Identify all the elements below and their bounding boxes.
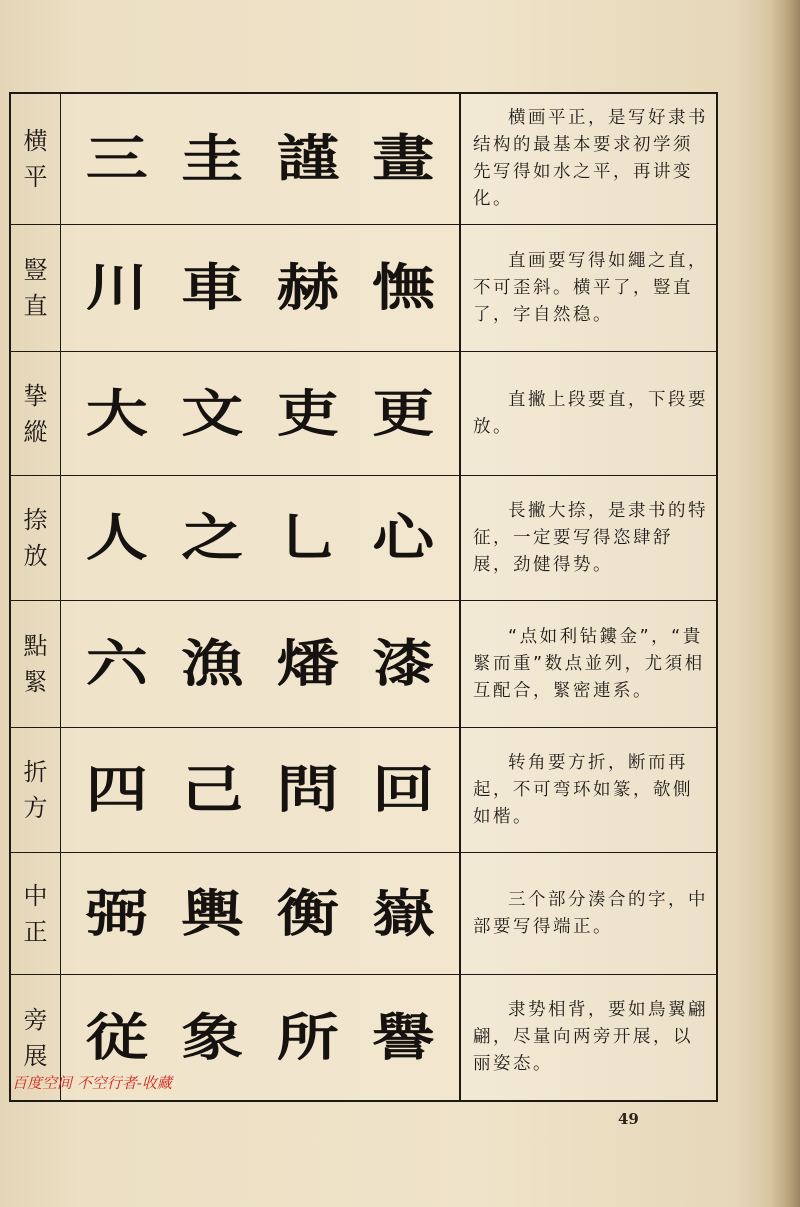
table-row <box>11 94 716 225</box>
example-char: 譽 <box>372 1007 435 1068</box>
example-char: 所 <box>276 1007 339 1068</box>
example-char: 文 <box>181 383 244 444</box>
table-row <box>11 601 716 728</box>
example-char: 六 <box>85 633 148 694</box>
example-char: 人 <box>85 507 148 568</box>
example-characters <box>61 225 461 351</box>
example-characters <box>61 94 461 224</box>
row-note: 長撇大捺，是隶书的特征，一定要写得恣肆舒展，劲健得势。 <box>461 476 716 600</box>
row-label: 折 方 <box>11 728 61 852</box>
example-char: 之 <box>181 507 244 568</box>
example-characters <box>61 476 461 600</box>
table-row <box>11 225 716 352</box>
example-char: 象 <box>181 1007 244 1068</box>
example-char: 燔 <box>276 633 339 694</box>
example-char: 川 <box>85 257 148 318</box>
example-char: 赫 <box>276 257 339 318</box>
example-char: 吏 <box>276 383 339 444</box>
example-characters <box>61 352 461 475</box>
example-char: 問 <box>276 759 339 820</box>
watermark: 百度空间 不空行者-收藏 <box>12 1074 172 1092</box>
example-char: 更 <box>372 383 435 444</box>
example-characters <box>61 853 461 974</box>
example-char: 圭 <box>181 128 244 189</box>
example-char: 漁 <box>181 633 244 694</box>
example-char: 回 <box>372 759 435 820</box>
example-char: 車 <box>181 257 244 318</box>
page-number: 49 <box>618 1110 639 1128</box>
example-char: 従 <box>85 1007 148 1068</box>
row-note: 三个部分湊合的字，中部要写得端正。 <box>461 853 716 974</box>
row-note: 转角要方折，断而再起，不可弯环如篆，欹側如楷。 <box>461 728 716 852</box>
example-char: 弼 <box>85 883 148 944</box>
table-row <box>11 476 716 601</box>
row-label: 横 平 <box>11 94 61 224</box>
row-note: 横画平正，是写好隶书结构的最基本要求初学须先写得如水之平，再讲变化。 <box>461 94 716 224</box>
row-note: 隶势相背，要如鳥翼翩翩，尽量向两旁开展，以丽姿态。 <box>461 975 716 1100</box>
book-spine-shadow <box>770 0 800 1207</box>
table-row <box>11 352 716 476</box>
example-char: 心 <box>372 507 435 568</box>
example-char: 輿 <box>181 883 244 944</box>
example-char: 大 <box>85 383 148 444</box>
row-label: 豎 直 <box>11 225 61 351</box>
row-label: 點 緊 <box>11 601 61 727</box>
row-label: 捺 放 <box>11 476 61 600</box>
row-label: 中 正 <box>11 853 61 974</box>
example-characters <box>61 601 461 727</box>
row-label: 旁 展 <box>11 975 61 1100</box>
calligraphy-table <box>9 92 718 1102</box>
example-char: 畫 <box>372 128 435 189</box>
row-label: 挚 縱 <box>11 352 61 475</box>
example-char: 己 <box>181 759 244 820</box>
example-char: 乚 <box>276 507 339 568</box>
example-char: 漆 <box>372 633 435 694</box>
example-char: 三 <box>85 128 148 189</box>
example-char: 謹 <box>276 128 339 189</box>
row-note: 直撇上段要直，下段要放。 <box>461 352 716 475</box>
table-row <box>11 728 716 853</box>
example-char: 四 <box>85 759 148 820</box>
example-char: 憮 <box>372 257 435 318</box>
example-char: 衡 <box>276 883 339 944</box>
example-characters <box>61 728 461 852</box>
row-note: 直画要写得如繩之直，不可歪斜。横平了，豎直了，字自然稳。 <box>461 225 716 351</box>
table-row <box>11 853 716 975</box>
row-note: “点如利钻鏤金”，“貴緊而重”数点並列，尤須相互配合，緊密連系。 <box>461 601 716 727</box>
example-char: 嶽 <box>372 883 435 944</box>
